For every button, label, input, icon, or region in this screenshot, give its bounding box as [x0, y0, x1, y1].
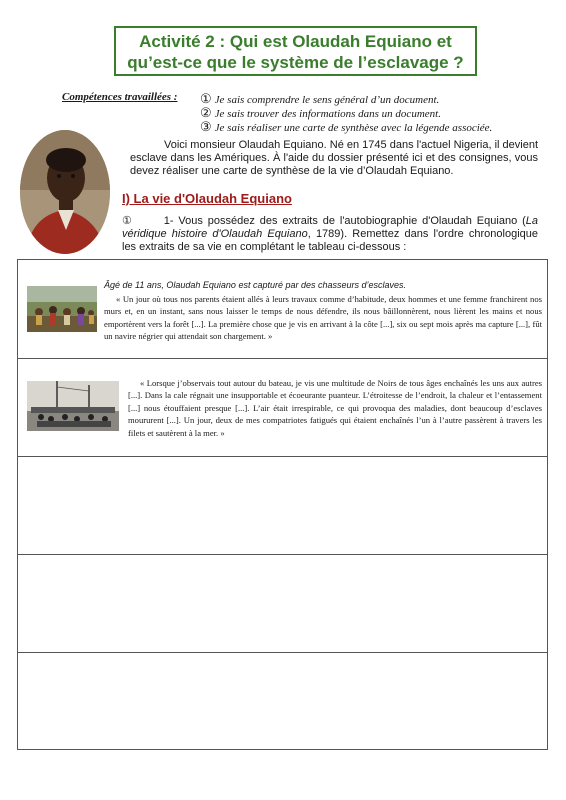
competence-number: ③ — [200, 119, 212, 134]
instruction-text-start: 1- Vous possédez des extraits de l'autobiographie d'Olaudah Equiano ( — [163, 215, 526, 227]
instruction-paragraph — [122, 215, 538, 254]
activity-title-box — [114, 26, 477, 76]
ship-quote: « Lorsque j’observais tout autour du bateau, je vis une multitude de Noirs de tous âges enchaînés les uns aux autres [...]. Dans la cale régnait une insupportable et écoeurante puanteur. L’étroitesse de l’endroit, la chaleur et l’entassement [...] nous étouffaient presque [...]. L’air était irrespirable, ce qui provoqua des maladies, dont beaucoup d’esclaves moururent [...]. Un jour, deux de mes compatriotes fatigués qui étaient enchaînés l’un à l’autre passèrent à travers les filets et sautèrent à la mer. » — [128, 378, 542, 438]
row-caption: Âgé de 11 ans, Olaudah Equiano est capturé par des chasseurs d’esclaves. — [104, 280, 407, 290]
title-line-1: Activité 2 : Qui est Olaudah Equiano et — [139, 32, 452, 51]
table-row — [18, 457, 547, 555]
equiano-portrait-image — [20, 130, 110, 254]
competences-label: Compétences travaillées : — [62, 91, 178, 103]
table-row — [18, 555, 547, 653]
competence-item-3 — [200, 119, 492, 135]
table-row — [18, 653, 547, 749]
instruction-text-end: , 1789). Remettez dans l'ordre chronologique les extraits de sa vie en complétant le tableau ci-dessous : — [122, 228, 538, 253]
competence-text: Je sais comprendre le sens général d’un document. — [214, 94, 440, 106]
intro-paragraph: Voici monsieur Olaudah Equiano. Né en 1745 dans l'actuel Nigeria, il devient esclave dans les Amériques. À l'aide du dossier présenté ici et des consignes, vous devez réaliser une carte de synthèse de la vie d’Olaudah Equiano. — [130, 139, 538, 177]
competence-number: ① — [200, 91, 212, 106]
title-line-2: qu’est-ce que le système de l’esclavage ? — [127, 53, 464, 72]
slave-ship-illustration-image — [27, 381, 119, 431]
book-title: La véridique histoire d'Olaudah Equiano — [122, 215, 538, 240]
section-title: I) La vie d'Olaudah Equiano — [122, 191, 292, 206]
capture-quote: « Un jour où tous nos parents étaient allés à leurs travaux comme d’habitude, deux hommes et une femme franchirent nos murs et, en un instant, sans nous laisser le temps de nous défendre, ils nous bâillonnèrent, nous lièrent les mains et nous emportèrent vers la forêt [...]. La première chose que je vis en arrivant à la côte [...], six ou sept mois après ma capture [...], fût un navire négrier qui attendait son chargement. » — [104, 294, 542, 342]
table-row — [18, 260, 547, 359]
capture-illustration-image — [27, 286, 97, 332]
table-row — [18, 359, 547, 457]
competence-text: Je sais trouver des informations dans un document. — [214, 108, 441, 120]
chronology-table — [17, 259, 548, 750]
competence-number: ② — [200, 105, 212, 120]
competence-text: Je sais réaliser une carte de synthèse avec la légende associée. — [214, 122, 493, 134]
instruction-number: ① — [122, 215, 134, 227]
